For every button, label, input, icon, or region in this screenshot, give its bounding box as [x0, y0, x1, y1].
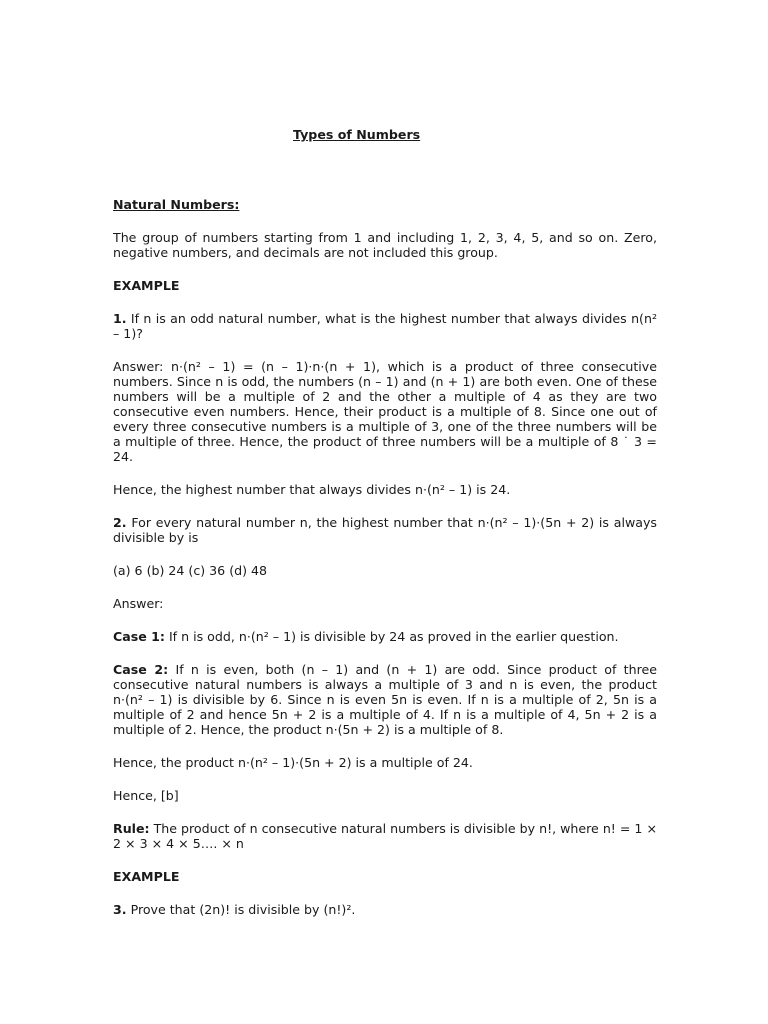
answer-2-conclusion: Hence, the product n·(n² – 1)·(5n + 2) is a multiple of 24.: [113, 755, 473, 770]
answer-2-label: Answer:: [113, 596, 164, 611]
case-text: If n is even, both (n – 1) and (n + 1) are odd. Since product of three consecutive natural numbers is always a multiple of 3 and n is even, the product n·(n² – 1) is divisible by 6. Since n is even 5n is even. If n is a multiple of 2, 5n is a multiple of 2 and hence 5n + 2 is a multiple of 4. If n is a multiple of 4, 5n + 2 is a multiple of 2. Hence, the product n·(5n + 2) is a multiple of 8.: [113, 662, 657, 737]
question-number: 2.: [113, 515, 127, 530]
rule: [113, 821, 657, 851]
rule-text: The product of n consecutive natural numbers is divisible by n!, where n! = 1 × 2 × 3 × 4 × 5…. × n: [113, 821, 657, 851]
case-label: Case 2:: [113, 662, 169, 677]
question-number: 3.: [113, 902, 127, 917]
question-3: [113, 902, 657, 917]
case-text: If n is odd, n·(n² – 1) is divisible by 24 as proved in the earlier question.: [164, 629, 619, 644]
answer-1-paragraph: Answer: n·(n² – 1) = (n – 1)·n·(n + 1), which is a product of three consecutive numbers. Since n is odd, the numbers (n – 1) and (n + 1) are both even. One of these numbers will be a multiple of 2 and the other a multiple of 4 as they are two consecutive even numbers. Hence, their product is a multiple of 8. Since one out of every three consecutive numbers is a multiple of 3, one of the three numbers will be a multiple of three. Hence, the product of three numbers will be a multiple of 8 ˙ 3 = 24.: [113, 359, 657, 464]
question-2-options: (a) 6 (b) 24 (c) 36 (d) 48: [113, 563, 268, 578]
intro-paragraph: The group of numbers starting from 1 and including 1, 2, 3, 4, 5, and so on. Zero, negative numbers, and decimals are not included this group.: [113, 230, 657, 260]
question-text: For every natural number n, the highest number that n·(n² – 1)·(5n + 2) is always divisible by is: [113, 515, 657, 545]
rule-label: Rule:: [113, 821, 150, 836]
question-text: Prove that (2n)! is divisible by (n!)².: [126, 902, 356, 917]
page-title: Types of Numbers: [293, 127, 421, 142]
case-label: Case 1:: [113, 629, 165, 644]
answer-1-conclusion: Hence, the highest number that always divides n·(n² – 1) is 24.: [113, 482, 511, 497]
example-label: EXAMPLE: [113, 278, 180, 293]
question-2: [113, 515, 657, 545]
question-number: 1.: [113, 311, 127, 326]
answer-2-result: Hence, [b]: [113, 788, 179, 803]
question-1: [113, 311, 657, 341]
case-2: [113, 662, 657, 737]
question-text: If n is an odd natural number, what is the highest number that always divides n(n² – 1)?: [113, 311, 657, 341]
section-heading: Natural Numbers:: [113, 197, 240, 212]
example-label: EXAMPLE: [113, 869, 180, 884]
case-1: [113, 629, 657, 644]
